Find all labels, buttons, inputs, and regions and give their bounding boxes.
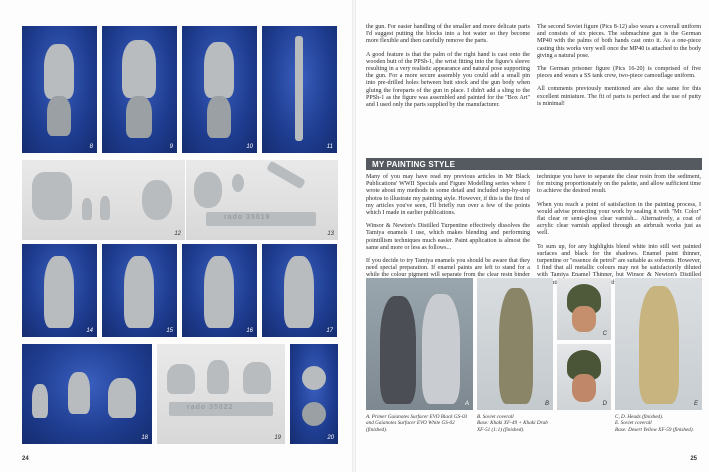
resin-parts xyxy=(243,362,271,394)
photo-letter: C xyxy=(602,331,607,337)
page-gutter xyxy=(352,0,356,472)
resin-parts xyxy=(32,172,72,220)
photo-number: 9 xyxy=(169,144,173,150)
photo-number: 13 xyxy=(327,231,334,237)
photo-17 xyxy=(262,244,337,337)
caption-c-d-e: C, D. Heads (finished). E. Soviet coverall Base: Desert Yellow XF-59 (finished). xyxy=(615,414,694,433)
photo-18 xyxy=(22,344,152,444)
photo-13 xyxy=(186,160,338,240)
photo-c-head xyxy=(557,278,611,340)
resin-torso xyxy=(44,44,74,99)
resin-legs xyxy=(204,256,234,328)
resin-arm xyxy=(68,372,90,414)
photo-number: 11 xyxy=(326,144,333,150)
photo-number: 10 xyxy=(246,144,253,150)
photo-letter: D xyxy=(602,401,607,407)
photo-number: 20 xyxy=(327,435,334,441)
photo-16 xyxy=(182,244,257,337)
text-column-right-top-a xyxy=(366,24,530,115)
photo-12 xyxy=(22,160,185,240)
photo-b-soviet-coverall xyxy=(477,278,553,410)
paragraph: The second Soviet figure (Pics 8-12) also wears a coverall uniform and consists of six pieces. The submachine gun is the German MP40 with the palms of both hands cast onto it. As a one-piece casting this works very well once the MP40 is attached to the body giving a natural pose. xyxy=(537,24,701,59)
caption-b: B. Soviet coverall Base: Khaki XF-49 + Khaki Drab XF-51 (1:1) (finished). xyxy=(477,414,548,433)
resin-head xyxy=(302,402,326,426)
painted-figure xyxy=(639,286,679,404)
photo-letter: E xyxy=(693,401,698,407)
photo-9 xyxy=(102,26,177,153)
paragraph: All comments previously mentioned are also the same for this excellent miniature. The fit of parts is perfect and the use of putty is minimal! xyxy=(537,86,701,107)
paragraph: If you decide to try Tamiya enamels you should be aware that they need special preparation. If enamel paints are left to stand for a while the colour pigment will separate from the clear resin binder xyxy=(366,258,530,279)
resin-legs xyxy=(126,96,152,138)
text-column-right-top-b xyxy=(537,24,701,114)
photo-number: 19 xyxy=(274,435,281,441)
photo-number: 16 xyxy=(246,328,253,334)
resin-parts xyxy=(167,364,195,394)
resin-torso xyxy=(204,42,234,98)
text-column-right-bottom-b xyxy=(537,174,701,293)
section-heading: MY PAINTING STYLE xyxy=(372,159,456,169)
photo-20 xyxy=(290,344,338,444)
paragraph: technique you have to separate the clear resin from the sediment, for mixing proportionately on the palette, and allow sufficient time to achieve the desired result. xyxy=(537,174,701,195)
resin-parts xyxy=(232,174,244,192)
photo-e-desert-coverall xyxy=(615,278,702,410)
photo-14 xyxy=(22,244,97,337)
resin-parts xyxy=(82,198,92,220)
photo-number: 17 xyxy=(326,328,333,334)
primed-figure xyxy=(422,294,460,404)
paragraph: A good feature is that the palm of the right hand is cast onto the wooden butt of the PPSh-1, the wrist fitting into the figure's sleeve resulting in a very realistic appearance and natural pose supporting the gun. For a more secure assembly you could add a small pin into pre-drilled holes between butt stock and the gun body when gluing the foreparts of the gun in place. I didn't add a sling to the PPSh-1 as the figure was assembled and painted for the "Box Art" and I used only the parts supplied by the manufacturer. xyxy=(366,51,530,109)
caption-a: A. Primer Gaianotes Surfacer EVO Black GS-03 and Gaianotes Surfacer EVO White GS-02 (finished). xyxy=(366,414,468,433)
page-number-right: 25 xyxy=(690,456,697,462)
resin-legs xyxy=(44,256,74,328)
paragraph: the gun. For easier handling of the smaller and more delicate parts I'd suggest putting the blocks into a hot water so they become more flexible and then carefully remove the parts. xyxy=(366,24,530,45)
resin-head xyxy=(302,366,326,390)
resin-arm xyxy=(108,378,136,418)
photo-11 xyxy=(262,26,337,153)
photo-a-primed-figures xyxy=(366,278,473,410)
photo-letter: A xyxy=(464,401,469,407)
text-column-right-bottom-a xyxy=(366,174,530,293)
resin-parts xyxy=(142,180,172,220)
photo-number: 15 xyxy=(166,328,173,334)
photo-19 xyxy=(157,344,285,444)
painted-face xyxy=(572,306,596,332)
resin-legs xyxy=(207,96,231,138)
resin-arm xyxy=(32,384,48,418)
resin-legs xyxy=(47,96,71,136)
section-heading-bar xyxy=(366,158,702,170)
photo-number: 8 xyxy=(89,144,93,150)
photo-15 xyxy=(102,244,177,337)
photo-letter: B xyxy=(544,401,549,407)
photo-8 xyxy=(22,26,97,153)
resin-gun xyxy=(295,36,303,141)
sprue-label: rado 35019 xyxy=(224,214,271,221)
page-number-left: 24 xyxy=(22,456,29,462)
photo-number: 14 xyxy=(86,328,93,334)
primed-figure xyxy=(380,296,416,404)
photo-d-head xyxy=(557,344,611,410)
paragraph: Many of you may have read my previous articles in Mr Black Publications' WWII Specials and Figure Modelling series where I wrote about my methods in some detail and included step-by-step photos to illustrate my painting style. However, if this is the first of my articles you've seen, I'll briefly run over a few of the points which I made in earlier publications. xyxy=(366,174,530,217)
resin-legs xyxy=(284,256,314,328)
resin-legs xyxy=(124,256,154,328)
resin-parts xyxy=(207,360,229,394)
resin-parts xyxy=(266,161,306,190)
photo-number: 18 xyxy=(141,435,148,441)
photo-10 xyxy=(182,26,257,153)
photo-number: 12 xyxy=(174,231,181,237)
paragraph: Winsor & Newton's Distilled Turpentine effectively dissolves the Tamiya enamels I use, which makes blending and performing pointillism techniques much easier. Paint application is almost the same and more or less as follows... xyxy=(366,223,530,251)
paragraph: The German prisoner figure (Pics 16-20) is comprised of five pieces and wears a SS tank crew, two-piece camouflage uniform. xyxy=(537,66,701,80)
sprue-label: rado 35022 xyxy=(187,404,234,411)
resin-parts xyxy=(100,196,110,220)
resin-torso xyxy=(122,40,156,98)
paragraph: To sum up, for any highlights blend white into still wet painted surfaces and black for the shadows. Enamel paint thinner, turpentine or "essence de petrol" are suitable as solvents. However, I find that all metallic colours may not be satisfactorily diluted with Tamiya Enamel Thinner, but Winsor & Newton's Distilled xyxy=(537,243,701,279)
painted-figure xyxy=(499,288,533,404)
painted-face xyxy=(572,374,596,402)
resin-parts xyxy=(194,172,222,208)
paragraph: When you reach a point of satisfaction in the painting process, I would advise protecting your work by sealing it with "Mr. Color" flat clear or semi-gloss clear varnish... Alternatively, a coat of acrylic clear varnish applied through an airbrush works just as well. xyxy=(537,201,701,237)
